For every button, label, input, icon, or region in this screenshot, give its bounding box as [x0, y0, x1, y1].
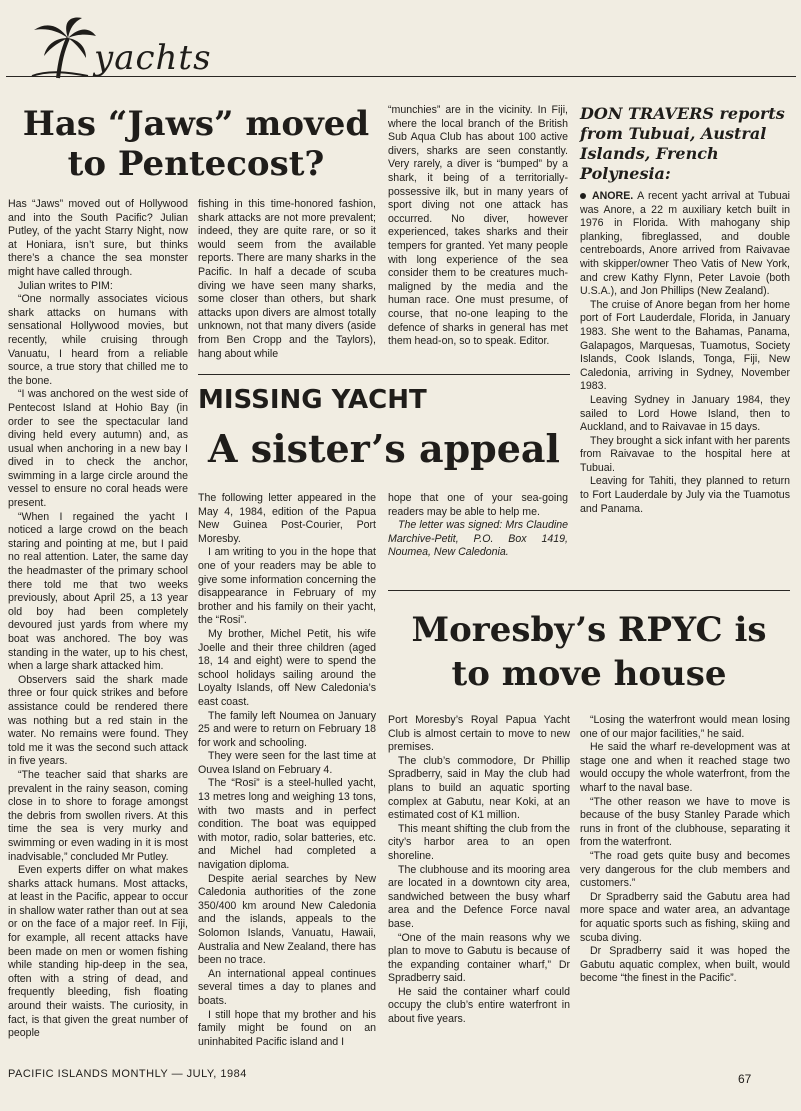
palm-tree-icon [28, 14, 98, 80]
lead-text: A recent yacht arrival at Tubuai was Anore, a 22 m auxiliary ketch built in 1976 in Florida. With mahogany ship planking, fibreglassed, and double centreboards, Anore arrived from Raivavae with skipper/owner Theo Vatis of New York, and crew Kathy Flynn, Peter Lavoie (both U.S.A.), and Jon Phillips (New Zealand). [580, 190, 790, 298]
footer-publication: PACIFIC ISLANDS MONTHLY — JULY, 1984 [8, 1068, 247, 1080]
paragraph: “The other reason we have to move is because of the busy Stanley Parade which runs in front of the clubhouse, separating it from the waterfront. [580, 795, 790, 849]
divider [388, 590, 790, 591]
paragraph: The family left Noumea on January 25 and were to return on February 18 for work and schooling. [198, 709, 376, 749]
paragraph: They brought a sick infant with her parents from Raivavae to the hospital here at Tubuai. [580, 434, 790, 474]
paragraph: This meant shifting the club from the city’s harbor area to an open shoreline. [388, 822, 570, 862]
paragraph: I am writing to you in the hope that one of your readers may be able to give some information concerning the disappearance in February of my brother and his family on their yacht, the “Rosi”. [198, 546, 376, 627]
story1-headline: Has “Jaws” moved to Pentecost? [22, 104, 370, 184]
paragraph: “One of the main reasons why we plan to move to Gabutu is because of the expanding container wharf,” Dr Spradberry said. [388, 931, 570, 985]
paragraph: The “Rosi” is a steel-hulled yacht, 13 metres long and weighing 13 tons, with two masts and in perfect condition. The boat was equipped with motor, radio, solar batteries, etc. and Michel had completed a navigation diploma. [198, 777, 376, 872]
paragraph: The club’s commodore, Dr Phillip Spradberry, said in May the club had plans to build an aquatic sporting complex at Gabutu, near Koki, at an estimated cost of K1 million. [388, 754, 570, 822]
divider [198, 374, 570, 375]
paragraph: “When I regained the yacht I noticed a large crowd on the beach staring and pointing at me, but I paid no real attention. Later, the same day the headmaster of the primary school there told me that two weeks previously, about April 25, a 13 year old boy had been completely devoured just yards from where my boat was anchored. The boy was standing in the water, up to his chest, when a large shark attacked him. [8, 510, 188, 673]
paragraph: “One normally associates vicious shark attacks on humans with sensational Hollywood movies, but recently, while cruising through Vanuatu, I heard from a reliable source, a true story that chilled me to the bone. [8, 293, 188, 387]
paragraph: “I was anchored on the west side of Pentecost Island at Hohio Bay (in order to see the spectacular land diving held every autumn) and, as usual when anchoring in a new bay I dived in to check the anchor, swimming in a large circle around the vessel to ensure no coral heads were present. [8, 388, 188, 510]
paragraph: Leaving Sydney in January 1984, they sailed to Lord Howe Island, then to Auckland, and to Raivavae in 15 days. [580, 393, 790, 434]
paragraph: I still hope that my brother and his family might be found on an uninhabited Pacific island and I [198, 1008, 376, 1048]
paragraph: Port Moresby’s Royal Papua Yacht Club is almost certain to move to new premises. [388, 714, 570, 754]
paragraph: Even experts differ on what makes sharks attack humans. Most attacks, at least in the Pacific, appear to occur in shallow water rather than out at sea or on the face of a major reef. In Fiji, for example, all recent attacks have been made on men or women fishing while standing hip-deep in the sea, often with a string of dead, and frequently bleeding, fish floating around their waists. The curiosity, in fact, is that given the great number of people [8, 864, 188, 1040]
story4-column-2 [580, 714, 790, 986]
header-rule [6, 76, 796, 77]
paragraph: “The teacher said that sharks are prevalent in the rainy season, coming close in to shore to forage amongst the debris from swollen rivers. At this time the sea is very murky and swimming or even wading in it is most inadvisable,” concluded Mr Putley. [8, 768, 188, 863]
paragraph: An international appeal continues several times a day to planes and boats. [198, 967, 376, 1007]
paragraph [580, 190, 790, 299]
page-number: 67 [738, 1072, 752, 1086]
paragraph: They were seen for the last time at Ouvea Island on February 4. [198, 750, 376, 776]
paragraph: The clubhouse and its mooring area are located in a downtown city area, sandwiched between the busy wharf area and the Defence Force naval base. [388, 863, 570, 930]
story1-column-2 [198, 198, 376, 361]
story2-kicker: MISSING YACHT [198, 385, 427, 415]
story4-headline: Moresby’s RPYC is to move house [411, 610, 767, 694]
story1-column-3 [388, 104, 568, 349]
paragraph: My brother, Michel Petit, his wife Joelle and their three children (aged 18, 14 and eight) were to spend the school holidays sailing around the Loyalty Islands, off New Caledonia’s east coast. [198, 627, 376, 708]
paragraph: “munchies” are in the vicinity. In Fiji, where the local branch of the British Sub Aqua Club has about 100 active divers, sharks are seen constantly. Very rarely, a diver is “bumped” by a shark, it being of a territorially-possessive ilk, but in many years of sport diving not one attack has occurred. No diver, however experienced, takes sharks and their tempers for granted. Yet many people with long experience of the sea consider them to be creatures much-maligned by the media and the human race. One must presume, of course, that no-one leaping to the defence of sharks in general has met them head-on, so to speak. Editor. [388, 104, 568, 348]
paragraph: Dr Spradberry said it was hoped the Gabutu aquatic complex, when built, would become “the finest in the Pacific”. [580, 945, 790, 985]
story2-headline: A sister’s appeal [208, 426, 560, 471]
story3-column [580, 190, 790, 516]
story2-column-2 [388, 492, 568, 560]
section-header [6, 8, 796, 78]
paragraph: He said the container wharf could occupy the club’s entire waterfront in about five years. [388, 985, 570, 1026]
paragraph: Despite aerial searches by New Caledonia authorities of the zone 350/400 km around New Caledonia and the islands, appeals to the Solomon Islands, Vanuatu, Hawaii, Australia and New Zealand, there has been no trace. [198, 872, 376, 967]
paragraph: hope that one of your sea-going readers may be able to help me. [388, 492, 568, 518]
paragraph: fishing in this time-honored fashion, shark attacks are not more prevalent; indeed, they are quite rare, or so it would seem from the available reports. There are many sharks in the Pacific. In half a decade of scuba diving we have seen many sharks, some closer than others, but shark attacks upon divers are almost totally unknown, not that many divers (aside from Ben Cropp and the Taylors), hang about while [198, 198, 376, 360]
story4-column-1 [388, 714, 570, 1027]
bullet-icon [580, 193, 586, 199]
paragraph: Observers said the shark made three or four quick strikes and before assistance could be rendered there was nothing but a red stain in the water. No remains were found. They told me it was the second such attack in five years. [8, 673, 188, 768]
story3-headline: DON TRAVERS reports from Tubuai, Austral Islands, French Polynesia: [580, 104, 785, 183]
lead-name: ANORE. [592, 190, 634, 202]
story1-column-1 [8, 198, 188, 1041]
paragraph: Has “Jaws” moved out of Hollywood and into the South Pacific? Julian Putley, of the yacht Starry Night, now at Honiara, isn’t sure, but thinks there’s a chance the sea monster might have called through. [8, 198, 188, 278]
section-label: yachts [94, 38, 212, 78]
signature-paragraph: The letter was signed: Mrs Claudine Marchive-Petit, P.O. Box 1419, Noumea, New Caledonia. [388, 519, 568, 559]
paragraph: “The road gets quite busy and becomes very dangerous for the club members and customers.” [580, 849, 790, 890]
paragraph: Leaving for Tahiti, they planned to return to Fort Lauderdale by July via the Tuamotus and Panama. [580, 475, 790, 515]
paragraph: Dr Spradberry said the Gabutu area had more space and water area, an advantage for aquatic sports such as fishing, skiing and scuba diving. [580, 890, 790, 944]
paragraph: “Losing the waterfront would mean losing one of our major facilities,” he said. [580, 714, 790, 740]
paragraph: Julian writes to PIM: [18, 279, 113, 292]
paragraph: He said the wharf re-development was at stage one and when it reached stage two would occupy the whole waterfront, from the wharf to the naval base. [580, 741, 790, 794]
story2-column-1 [198, 492, 376, 1049]
paragraph: The cruise of Anore began from her home port of Fort Lauderdale, Florida, in January 1983. She went to the Bahamas, Panama, Galapagos, Marquesas, Tuamotus, Society Islands, Cook Islands, Tonga, Fiji, New Caledonia, arriving in Sydney, November 1983. [580, 298, 790, 393]
paragraph: The following letter appeared in the May 4, 1984, edition of the Papua New Guinea Post-Courier, Port Moresby. [198, 492, 376, 545]
